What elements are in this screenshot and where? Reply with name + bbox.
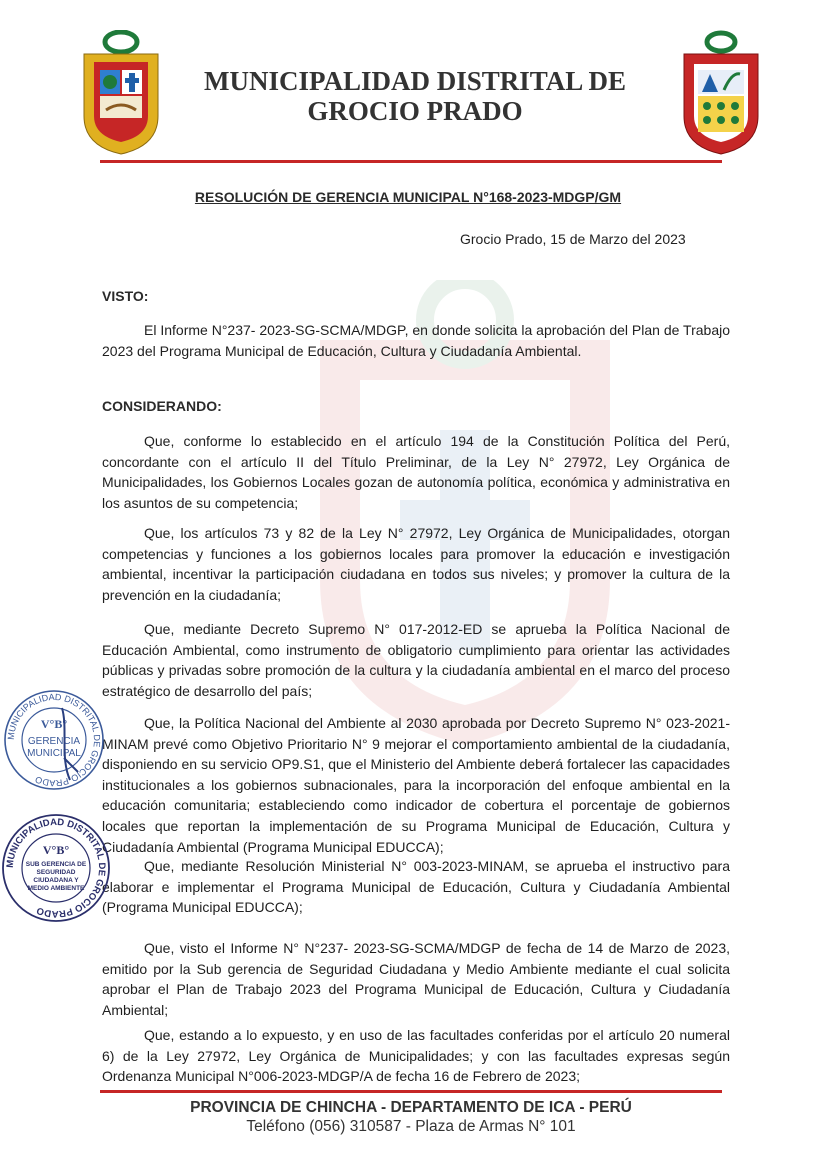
considerando-paragraph-5: Que, mediante Resolución Ministerial N° 003-2023-MINAM, se aprueba el instructivo para elaborar e implementar el Programa Municipal de Educación, Cultura y Ciudadanía Ambiental (Programa Municipal EDUCCA); <box>102 858 730 916</box>
municipal-crest-icon <box>80 30 162 156</box>
subgerencia-stamp-line-2: SEGURIDAD <box>36 869 76 876</box>
provincial-crest-icon <box>680 30 762 156</box>
subgerencia-stamp-vobo: V°B° <box>42 843 70 857</box>
visto-heading: VISTO: <box>102 288 149 304</box>
header-title-line-2: GROCIO PRADO <box>307 96 523 126</box>
gerencia-stamp-line-2: MUNICIPAL <box>27 748 81 759</box>
footer-divider <box>100 1090 722 1093</box>
header-divider <box>100 160 722 163</box>
gerencia-stamp-ring-text: MUNICIPALIDAD DISTRITAL DE GROCIO PRADO <box>5 691 103 789</box>
visto-text: El Informe N°237- 2023-SG-SCMA/MDGP, en donde solicita la aprobación del Plan de Trabajo 2023 del Programa Municipal de Educación, Cultura y Ciudadanía Ambiental. <box>102 322 730 359</box>
gerencia-stamp-line-1: GERENCIA <box>27 736 81 747</box>
considerando-paragraph-4: Que, la Política Nacional del Ambiente al 2030 aprobada por Decreto Supremo N° 023-2021-MINAM prevé como Objetivo Prioritario N° 9 mejorar el comportamiento ambiental de la ciudadanía, disponiendo en su servicio OP9.S1, que el Ministerio del Ambiente deberá fortalecer las capacidades institucionales a los gobiernos subnacionales, para la incorporación del enfoque ambiental en la educación comunitaria; estableciendo como indicador de cobertura el porcentaje de gobiernos locales que reportan la implementación de su Programa Municipal de Educación, Cultura y Ciudadanía Ambiental (Programa Municipal EDUCCA); <box>102 715 730 855</box>
footer-contact: Teléfono (056) 310587 - Plaza de Armas N° 101 <box>246 1118 576 1135</box>
considerando-paragraph-7: Que, estando a lo expuesto, y en uso de las facultades conferidas por el artículo 20 numeral 6) de la Ley 27972, Ley Orgánica de Municipalidades; y con las facultades expresas según Ordenanza Municipal N°006-2023-MDGP/A de fecha 16 de Febrero de 2023; <box>102 1027 730 1085</box>
gerencia-stamp <box>2 688 106 792</box>
considerando-paragraph-3: Que, mediante Decreto Supremo N° 017-2012-ED se aprueba la Política Nacional de Educación Ambiental, como instrumento de obligatorio cumplimiento para orientar las actividades públicas y privadas sobre promoción de la cultura y la ciudadanía ambiental en el marco del proceso estratégico de desarrollo del país; <box>102 621 730 699</box>
subgerencia-stamp <box>0 812 112 924</box>
header-title-line-1: MUNICIPALIDAD DISTRITAL DE <box>203 66 627 96</box>
considerando-heading: CONSIDERANDO: <box>102 398 222 414</box>
subgerencia-stamp-line-4: MEDIO AMBIENTE <box>27 885 85 892</box>
place-date: Grocio Prado, 15 de Marzo del 2023 <box>460 231 686 247</box>
header-title <box>160 66 670 126</box>
resolution-title: RESOLUCIÓN DE GERENCIA MUNICIPAL N°168-2023-MDGP/GM <box>194 189 622 205</box>
considerando-paragraph-2: Que, los artículos 73 y 82 de la Ley N° 27972, Ley Orgánica de Municipalidades, otorgan competencias y funciones a los gobiernos locales para promover la educación e investigación ambiental, incentivar la participación ciudadana en todos sus niveles; y promover la cultura de la prevención en la ciudadanía; <box>102 525 730 603</box>
subgerencia-stamp-ring-text: MUNICIPALIDAD DISTRITAL DE GROCIO PRADO <box>4 816 108 920</box>
considerando-paragraph-6: Que, visto el Informe N° N°237- 2023-SG-SCMA/MDGP de fecha de 14 de Marzo de 2023, emitido por la Sub gerencia de Seguridad Ciudadana y Medio Ambiente mediante el cual solicita aprobar el Plan de Trabajo 2023 del Programa Municipal de Educación, Cultura y Ciudadanía Ambiental; <box>102 940 730 1018</box>
subgerencia-stamp-line-3: CIUDADANA Y <box>33 877 79 884</box>
subgerencia-stamp-line-1: SUB GERENCIA DE <box>25 861 87 868</box>
considerando-paragraph-1: Que, conforme lo establecido en el artículo 194 de la Constitución Política del Perú, concordante con el artículo II del Título Preliminar, de la Ley N° 27972, Ley Orgánica de Municipalidades, los Gobiernos Locales gozan de autonomía política, económica y administrativa en los asuntos de su competencia; <box>102 433 730 511</box>
gerencia-stamp-vobo: V°B° <box>40 717 68 731</box>
footer-location: PROVINCIA DE CHINCHA - DEPARTAMENTO DE ICA - PERÚ <box>190 1099 632 1116</box>
